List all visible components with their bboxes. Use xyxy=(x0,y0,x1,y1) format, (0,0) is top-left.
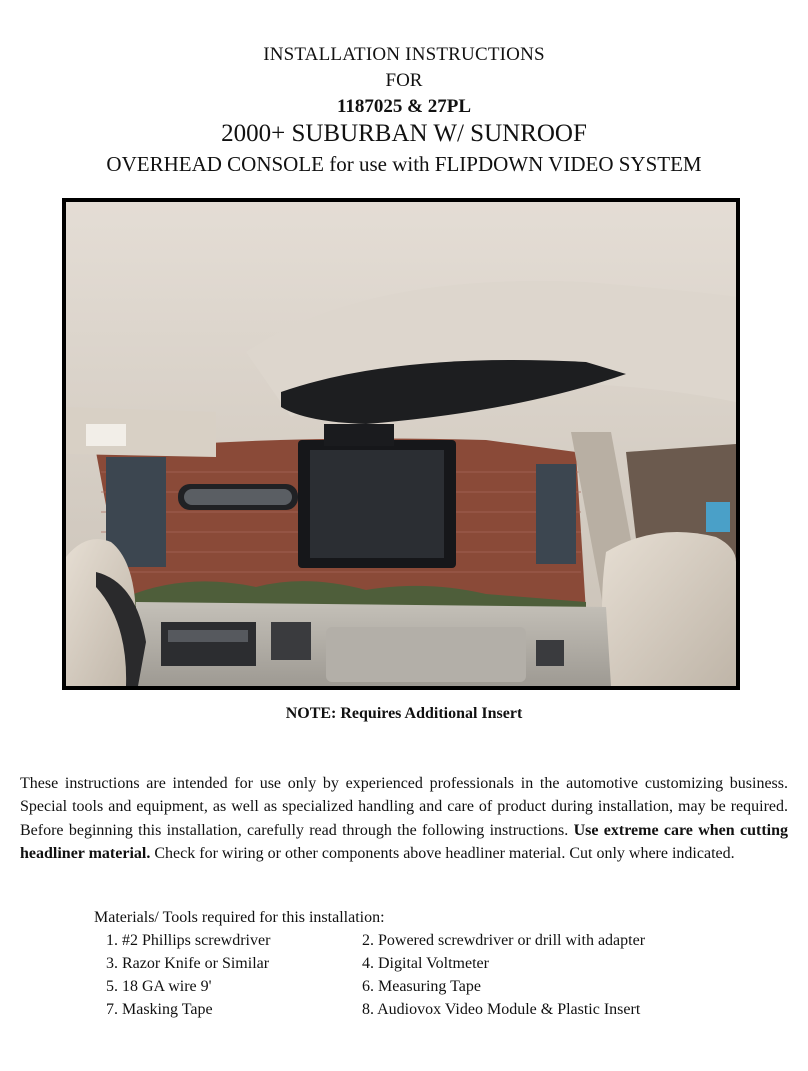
material-item: 4. Digital Voltmeter xyxy=(362,955,489,972)
product-subtitle: OVERHEAD CONSOLE for use with FLIPDOWN VIDEO SYSTEM xyxy=(106,152,702,176)
intro-paragraph xyxy=(20,772,788,866)
material-item: 3. Razor Knife or Similar xyxy=(106,955,270,972)
material-item: 1. #2 Phillips screwdriver xyxy=(106,932,271,949)
material-item: 7. Masking Tape xyxy=(106,1001,213,1018)
material-item: 8. Audiovox Video Module & Plastic Insert xyxy=(362,1001,641,1018)
intro-warning: Use extreme care when cutting headliner material. xyxy=(20,821,789,863)
material-item: 2. Powered screwdriver or drill with adapter xyxy=(362,932,646,949)
material-item: 5. 18 GA wire 9' xyxy=(106,978,212,995)
materials-title: Materials/ Tools required for this installation: xyxy=(94,909,385,926)
intro-text-2: Check for wiring or other components above headliner material. Cut only where indicated. xyxy=(150,845,735,863)
note-requires-insert: NOTE: Requires Additional Insert xyxy=(285,705,523,722)
title-line-2: FOR xyxy=(385,70,423,91)
part-number: 1187025 & 27PL xyxy=(336,96,472,117)
intro-text-1: These instructions are intended for use only by experienced professionals in the automotive customizing business. Special tools and equipment, as well as specialized handling and care of product during installation, may be required. Before beginning this installation, carefully read through the following instructions. xyxy=(20,775,788,839)
material-item: 6. Measuring Tape xyxy=(362,978,481,995)
title-line-1: INSTALLATION INSTRUCTIONS xyxy=(263,44,545,65)
installed-console-photo xyxy=(62,198,740,690)
vehicle-title: 2000+ SUBURBAN W/ SUNROOF xyxy=(221,120,587,147)
